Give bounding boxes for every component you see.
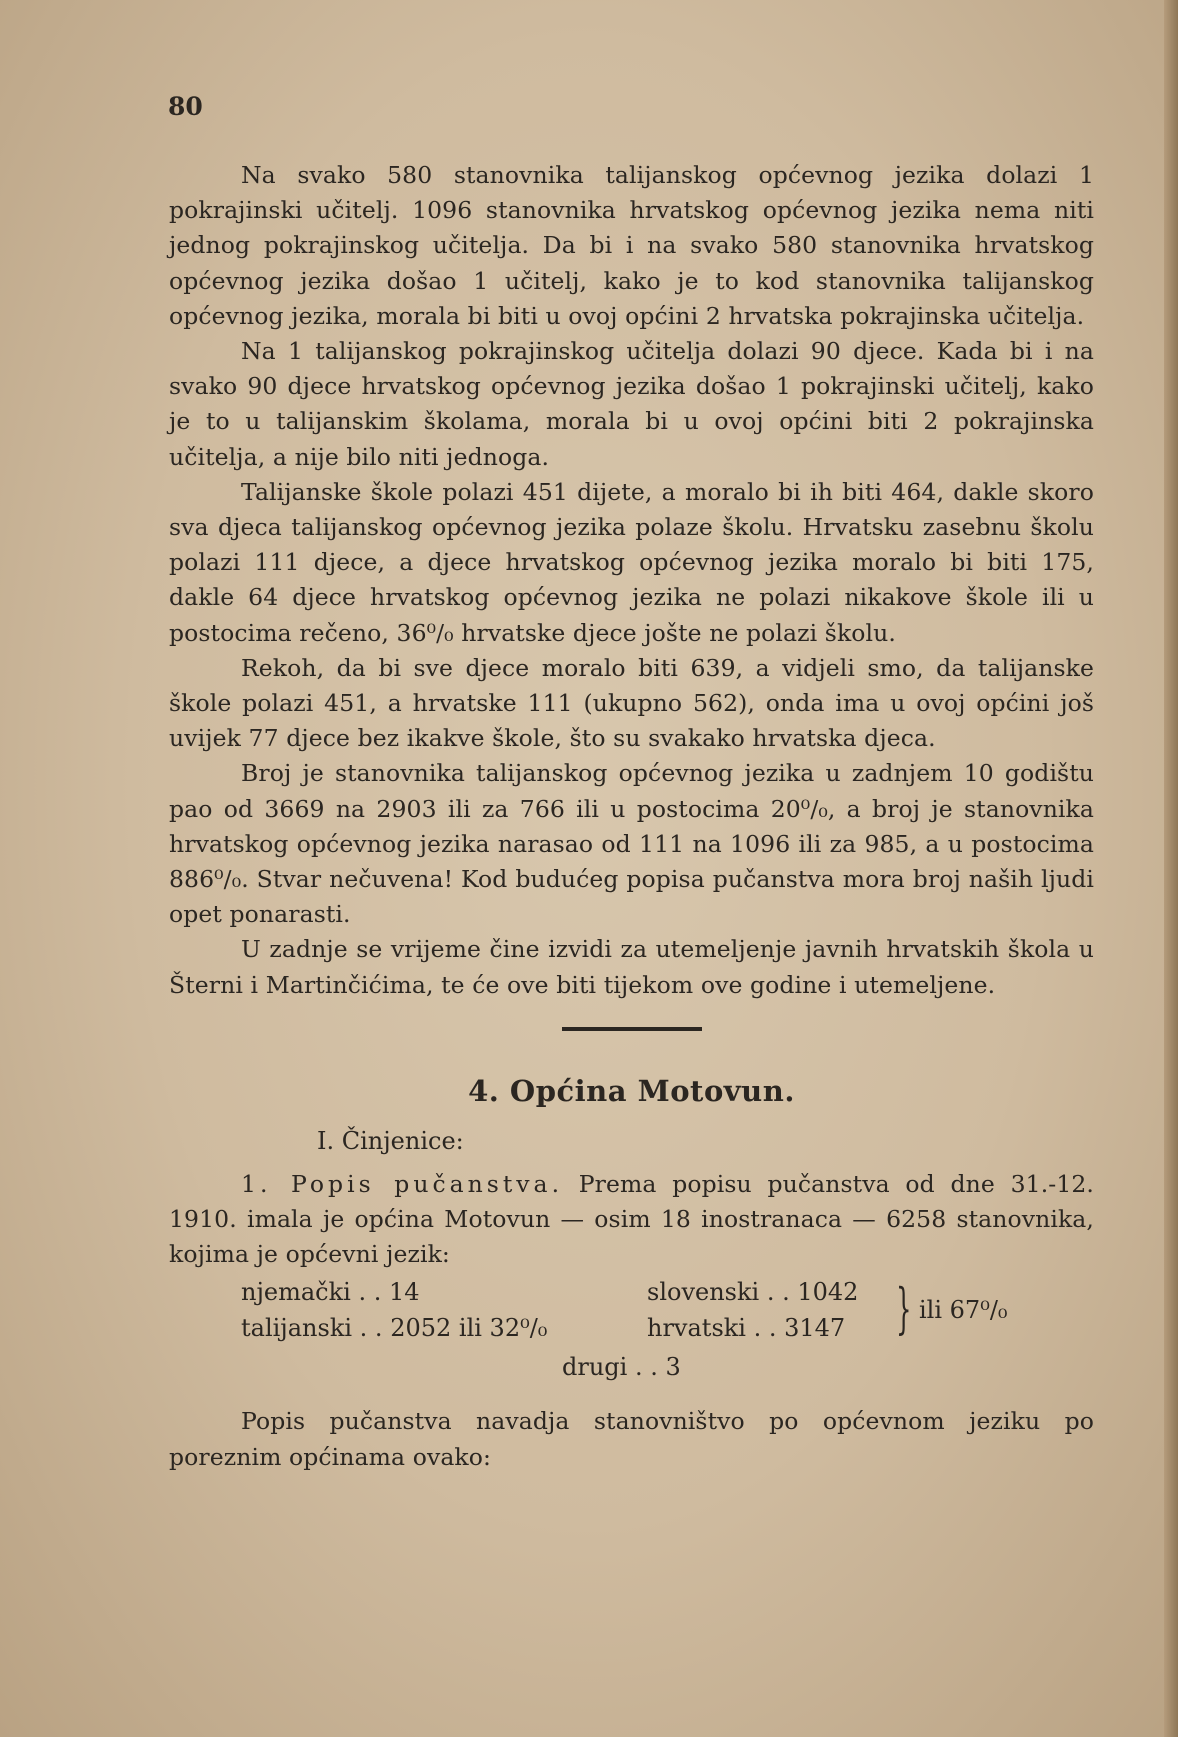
subheading-facts: I. Činjenice: bbox=[317, 1126, 464, 1155]
census-german: njemački . . 14 bbox=[241, 1278, 420, 1307]
paragraph-1: Na svako 580 stanovnika talijanskog općevnog jezika dolazi 1 pokrajinski učitelj. 1096 stanovnika hrvatskog općevnog jezika nema niti jednog pokrajinskog učitelja. Da bi i na svako 580 stanovnika hrvatskog općevnog jezika došao 1 učitelj, kako je to kod stanovnika talijanskog općevnog jezika, morala bi biti u ovoj općini 2 hrvatska pokrajinska učitelja. bbox=[169, 161, 1094, 330]
census-slovene: slovenski . . 1042 bbox=[647, 1278, 859, 1307]
census-intro bbox=[169, 1167, 1094, 1273]
paragraph-6: U zadnje se vrijeme čine izvidi za utemeljenje javnih hrvatskih škola u Šterni i Martinčićima, te će ove biti tijekom ove godine i utemeljene. bbox=[169, 935, 1094, 999]
census-intro-lead: 1. Popis pučanstva. bbox=[241, 1169, 564, 1198]
census-language-table bbox=[169, 1274, 1094, 1404]
book-spine-edge bbox=[1164, 0, 1178, 1737]
paragraph-4: Rekoh, da bi sve djece moralo biti 639, a vidjeli smo, da talijanske škole polazi 451, a hrvatske 111 (ukupno 562), onda ima u ovoj općini još uvijek 77 djece bez ikakve škole, što su svakako hrvatska djeca. bbox=[169, 653, 1094, 753]
paragraph-2: Na 1 talijanskog pokrajinskog učitelja dolazi 90 djece. Kada bi i na svako 90 djece hrvatskog općevnog jezika došao 1 pokrajinski učitelj, kako je to u talijanskim školama, morala bi u ovoj općini biti 2 pokrajinska učitelja, a nije bilo niti jednoga. bbox=[169, 337, 1094, 471]
census-italian: talijanski . . 2052 ili 32⁰/₀ bbox=[241, 1314, 548, 1343]
closing-paragraph: Popis pučanstva navadja stanovništvo po općevnom jeziku po poreznim općinama ovako: bbox=[169, 1407, 1094, 1471]
census-croatian: hrvatski . . 3147 bbox=[647, 1314, 846, 1343]
section-divider bbox=[562, 1027, 702, 1031]
census-brace: } bbox=[896, 1277, 912, 1341]
page-body bbox=[169, 158, 1094, 1475]
census-intro-rest: Prema popisu pučanstva od dne 31.-12. 1910. imala je općina Motovun — osim 18 inostranaca — 6258 stanovnika, kojima je općevni jezik: bbox=[169, 1169, 1094, 1269]
paragraph-3: Talijanske škole polazi 451 dijete, a moralo bi ih biti 464, dakle skoro sva djeca talijanskog općevnog jezika polaze školu. Hrvatsku zasebnu školu polazi 111 djece, a djece hrvatskog općevnog jezika moralo bi biti 175, dakle 64 djece hrvatskog općevnog jezika ne polazi nikakove škole ili u postocima rečeno, 36⁰/₀ hrvatske djece jošte ne polazi školu. bbox=[169, 477, 1094, 647]
page-number: 80 bbox=[168, 92, 203, 121]
section-title: 4. Općina Motovun. bbox=[468, 1073, 795, 1108]
census-other: drugi . . 3 bbox=[562, 1353, 681, 1382]
paragraph-5: Broj je stanovnika talijanskog općevnog jezika u zadnjem 10 godištu pao od 3669 na 2903 ili za 766 ili u postocima 20⁰/₀, a broj je stanovnika hrvatskog općevnog jezika narasao od 111 na 1096 ili za 985, a u postocima 886⁰/₀. Stvar nečuvena! Kod budućeg popisa pučanstva mora broj naših ljudi opet ponarasti. bbox=[169, 759, 1094, 929]
census-slavic-share: ili 67⁰/₀ bbox=[919, 1296, 1008, 1325]
